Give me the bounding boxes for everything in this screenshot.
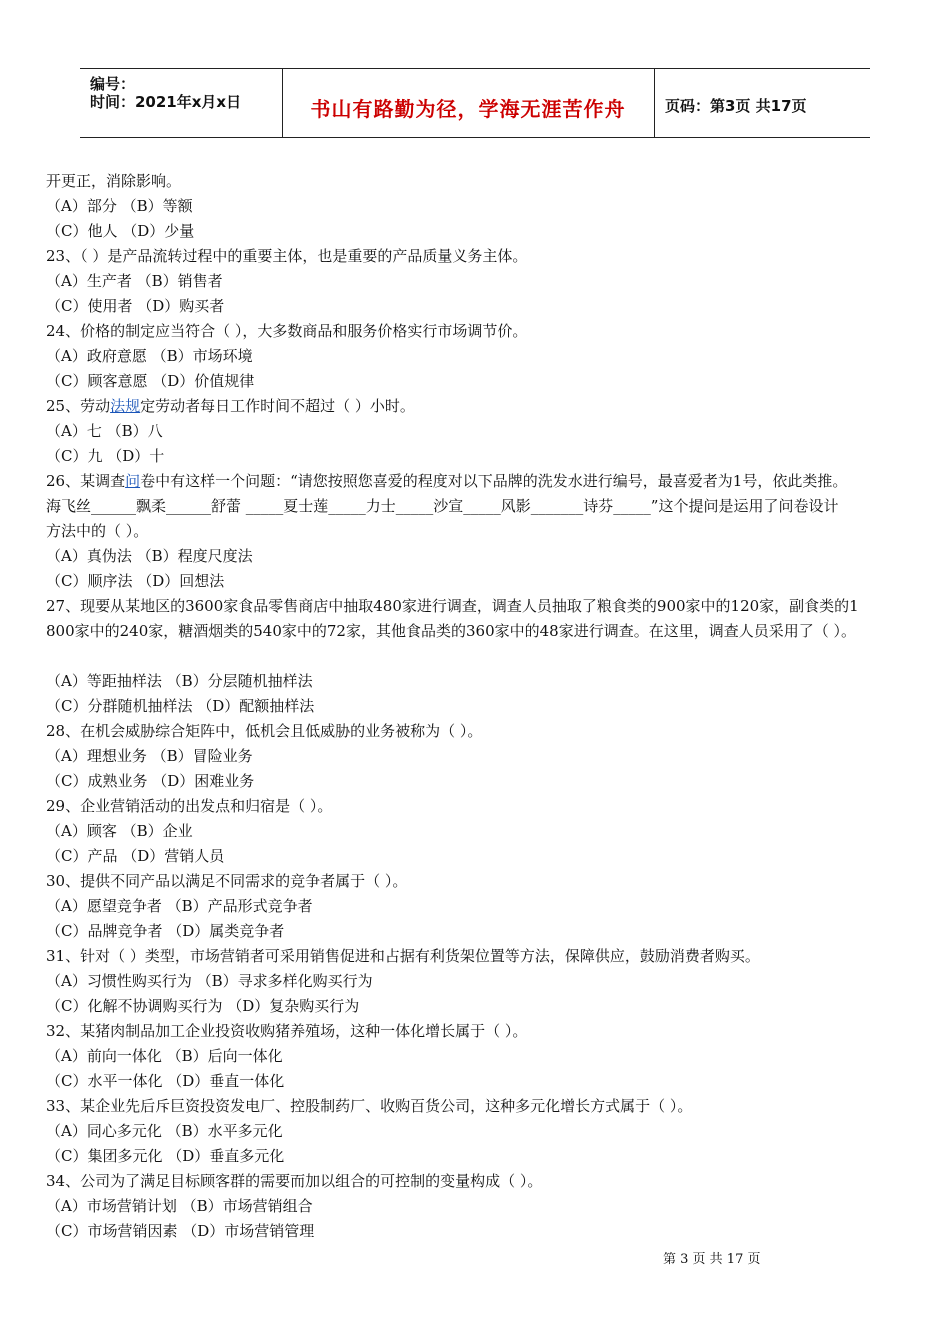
question-31: 31、针对（ ）类型，市场营销者可采用销售促进和占据有利货架位置等方法，保障供应，鼓励消费者购买。	[46, 947, 760, 965]
text-line: 开更正，消除影响。	[46, 172, 182, 190]
question-26-continued: 海飞丝______飘柔______舒蕾 _____夏士莲_____力士_____沙宣_____风影_______诗芬_____”这个提问是运用了问卷设计	[46, 497, 839, 515]
option-line: （A）政府意愿 （B）市场环境	[46, 347, 253, 365]
question-23: 23、（ ）是产品流转过程中的重要主体，也是重要的产品质量义务主体。	[46, 247, 528, 265]
option-line: （C）集团多元化 （D）垂直多元化	[46, 1147, 285, 1165]
question-26-text-start: 26、某调查	[46, 472, 126, 490]
question-27-continued: 800家中的240家，糖酒烟类的540家中的72家，其他食品类的360家中的48家进行调查。在这里，调查人员采用了（ ）。	[46, 622, 856, 640]
document-date-label: 时间：2021年x月x日	[90, 93, 242, 111]
option-line: （C）产品 （D）营销人员	[46, 847, 225, 865]
option-line: （C）水平一体化 （D）垂直一体化	[46, 1072, 285, 1090]
question-32: 32、某猪肉制品加工企业投资收购猪养殖场，这种一体化增长属于（ ）。	[46, 1022, 528, 1040]
option-line: （C）分群随机抽样法 （D）配额抽样法	[46, 697, 315, 715]
option-line: （A）顾客 （B）企业	[46, 822, 193, 840]
option-line: （A）七 （B）八	[46, 422, 163, 440]
question-26-continued: 方法中的（ ）。	[46, 522, 149, 540]
header-table	[80, 68, 870, 138]
option-line: （A）愿望竞争者 （B）产品形式竞争者	[46, 897, 313, 915]
question-content	[46, 170, 916, 1245]
question-26-text-end: 卷中有这样一个问题：“请您按照您喜爱的程度对以下品牌的洗发水进行编号，最喜爱者为1号，依此类推。	[140, 472, 848, 490]
header-motto: 书山有路勤为径，学海无涯苦作舟	[310, 97, 626, 121]
option-line: （C）使用者 （D）购买者	[46, 297, 225, 315]
option-line: （C）九 （D）十	[46, 447, 165, 465]
question-29: 29、企业营销活动的出发点和归宿是（ ）。	[46, 797, 333, 815]
question-33: 33、某企业先后斥巨资投资发电厂、控股制药厂、收购百货公司，这种多元化增长方式属于（ ）。	[46, 1097, 693, 1115]
question-30: 30、提供不同产品以满足不同需求的竞争者属于（ ）。	[46, 872, 408, 890]
questionnaire-link[interactable]: 问	[125, 472, 141, 490]
header-center-cell	[282, 69, 655, 137]
header-right-cell	[655, 69, 870, 137]
header-left-cell	[80, 69, 283, 137]
option-line: （A）真伪法 （B）程度尺度法	[46, 547, 253, 565]
option-line: （C）市场营销因素 （D）市场营销管理	[46, 1222, 315, 1240]
question-26	[46, 470, 916, 495]
option-line: （A）习惯性购买行为 （B）寻求多样化购买行为	[46, 972, 373, 990]
option-line: （A）理想业务 （B）冒险业务	[46, 747, 253, 765]
option-line: （C）成熟业务 （D）困难业务	[46, 772, 255, 790]
question-25	[46, 395, 916, 420]
page-footer: 第 3 页 共 17 页	[663, 1252, 761, 1267]
option-line: （A）同心多元化 （B）水平多元化	[46, 1122, 283, 1140]
option-line: （A）生产者 （B）销售者	[46, 272, 223, 290]
law-link[interactable]: 法规	[110, 397, 141, 415]
question-34: 34、公司为了满足目标顾客群的需要而加以组合的可控制的变量构成（ ）。	[46, 1172, 543, 1190]
header-page-info: 页码：第3页 共17页	[665, 97, 807, 115]
question-28: 28、在机会威胁综合矩阵中，低机会且低威胁的业务被称为（ ）。	[46, 722, 483, 740]
question-24: 24、价格的制定应当符合（ ），大多数商品和服务价格实行市场调节价。	[46, 322, 528, 340]
option-line: （C）他人 （D）少量	[46, 222, 195, 240]
option-line: （C）顺序法 （D）回想法	[46, 572, 225, 590]
blank-line	[46, 645, 916, 670]
question-25-text-start: 25、劳动	[46, 397, 111, 415]
option-line: （A）等距抽样法 （B）分层随机抽样法	[46, 672, 313, 690]
option-line: （A）部分 （B）等额	[46, 197, 193, 215]
option-line: （C）品牌竞争者 （D）属类竞争者	[46, 922, 285, 940]
document-number-label: 编号：	[90, 75, 136, 93]
option-line: （C）化解不协调购买行为 （D）复杂购买行为	[46, 997, 360, 1015]
option-line: （A）前向一体化 （B）后向一体化	[46, 1047, 283, 1065]
question-25-text-end: 定劳动者每日工作时间不超过（ ）小时。	[140, 397, 415, 415]
option-line: （C）顾客意愿 （D）价值规律	[46, 372, 255, 390]
question-27: 27、现要从某地区的3600家食品零售商店中抽取480家进行调查，调查人员抽取了粮食类的900家中的120家，副食类的1	[46, 597, 859, 615]
option-line: （A）市场营销计划 （B）市场营销组合	[46, 1197, 313, 1215]
